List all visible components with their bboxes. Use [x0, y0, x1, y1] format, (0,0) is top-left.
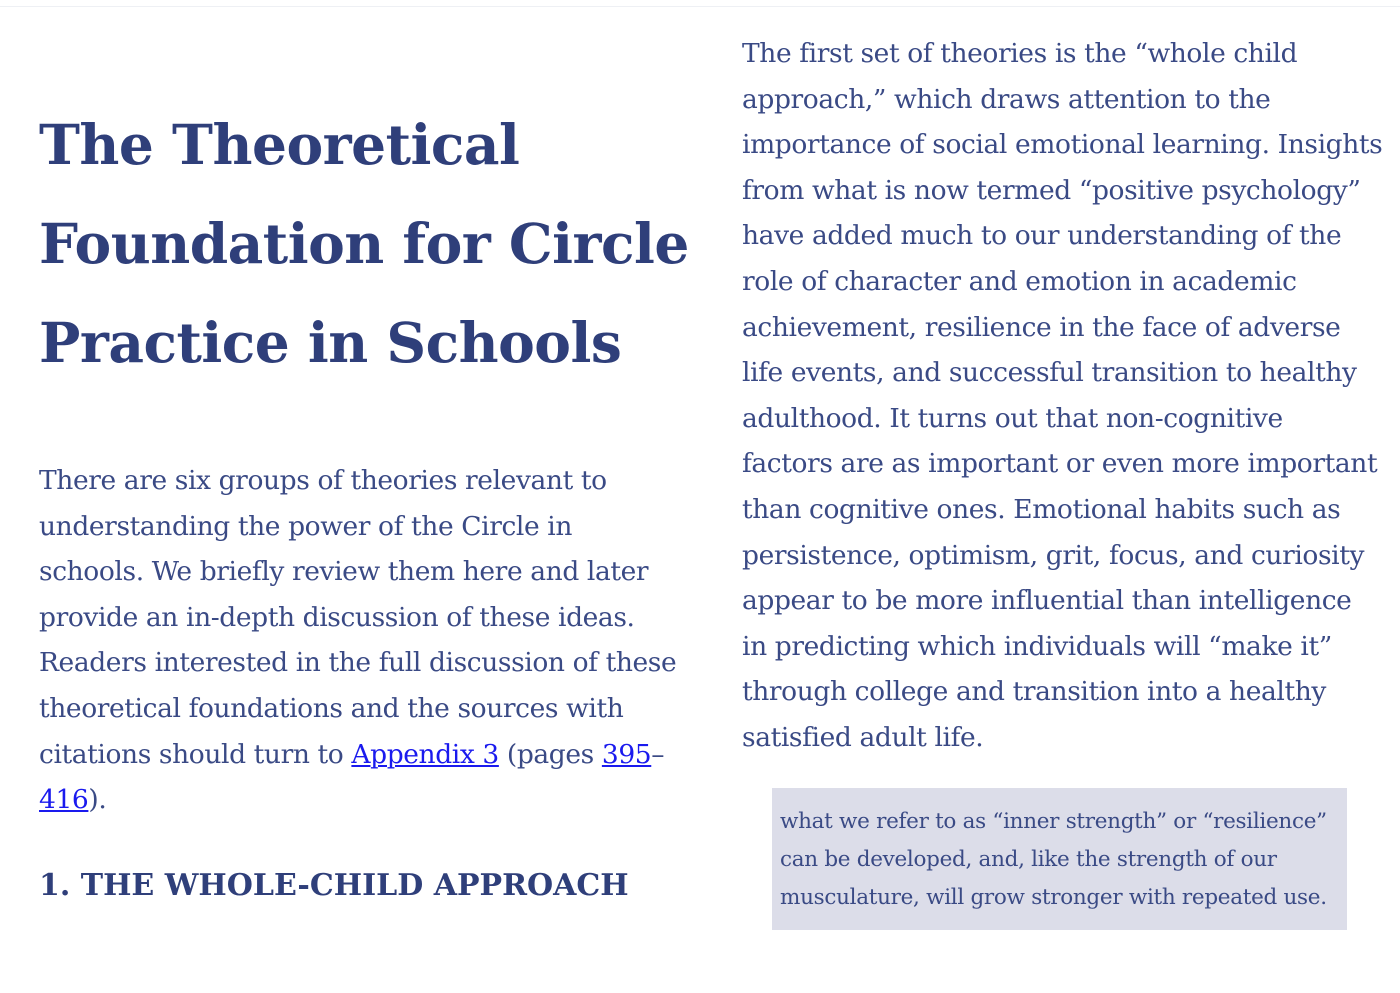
body-line: adulthood. It turns out that non-cognitive — [742, 402, 1283, 434]
closing-punctuation: ). — [88, 784, 107, 816]
section-heading: 1. THE WHOLE-CHILD APPROACH — [39, 868, 629, 903]
pull-quote-line: musculature, will grow stronger with repeated use. — [780, 885, 1327, 910]
pull-quote — [772, 788, 1347, 930]
body-line: The first set of theories is the “whole child — [742, 38, 1298, 69]
body-line: importance of social emotional learning. Insights — [742, 129, 1383, 161]
body-line: achievement, resilience in the face of adverse — [742, 311, 1341, 343]
intro-line: theoretical foundations and the sources with — [39, 692, 624, 724]
page-416-link[interactable]: 416 — [39, 784, 89, 816]
body-line: factors are as important or even more important — [742, 448, 1378, 480]
title-line-3: Practice in Schools — [39, 310, 622, 375]
body-line: persistence, optimism, grit, focus, and curiosity — [742, 539, 1365, 571]
pages-prefix-text: (pages — [498, 738, 602, 770]
page-title — [39, 95, 689, 392]
pull-quote-line: can be developed, and, like the strength of our — [780, 847, 1277, 872]
intro-line: Readers interested in the full discussion of these — [39, 647, 677, 679]
body-line: than cognitive ones. Emotional habits such as — [742, 493, 1341, 525]
right-column — [742, 31, 1382, 761]
body-paragraph — [742, 31, 1382, 761]
intro-line-with-links — [39, 732, 679, 778]
body-line: appear to be more influential than intelligence — [742, 585, 1352, 617]
page-range-dash: – — [651, 738, 665, 770]
intro-line: understanding the power of the Circle in — [39, 510, 573, 542]
intro-line: schools. We briefly review them here and later — [39, 556, 649, 588]
intro-citation-text: citations should turn to — [39, 738, 352, 770]
title-line-2: Foundation for Circle — [39, 211, 689, 276]
intro-paragraph — [39, 458, 679, 823]
body-line: life events, and successful transition to healthy — [742, 357, 1357, 389]
body-line: through college and transition into a healthy — [742, 676, 1326, 708]
body-line: role of character and emotion in academic — [742, 265, 1297, 297]
title-line-1: The Theoretical — [39, 112, 520, 177]
pull-quote-line: what we refer to as “inner strength” or “resilience” — [780, 809, 1327, 834]
top-divider — [0, 6, 1400, 7]
page-395-link[interactable]: 395 — [601, 738, 652, 770]
intro-line: There are six groups of theories relevant to — [39, 465, 607, 496]
body-line: from what is now termed “positive psychology” — [742, 174, 1361, 206]
appendix-3-link[interactable]: Appendix 3 — [351, 738, 499, 770]
body-line: have added much to our understanding of the — [742, 220, 1342, 252]
body-line: approach,” which draws attention to the — [742, 83, 1271, 115]
intro-line-end — [39, 777, 679, 823]
intro-line: provide an in-depth discussion of these ideas. — [39, 601, 635, 633]
body-line: in predicting which individuals will “make it” — [742, 630, 1332, 662]
body-line: satisfied adult life. — [742, 721, 984, 753]
